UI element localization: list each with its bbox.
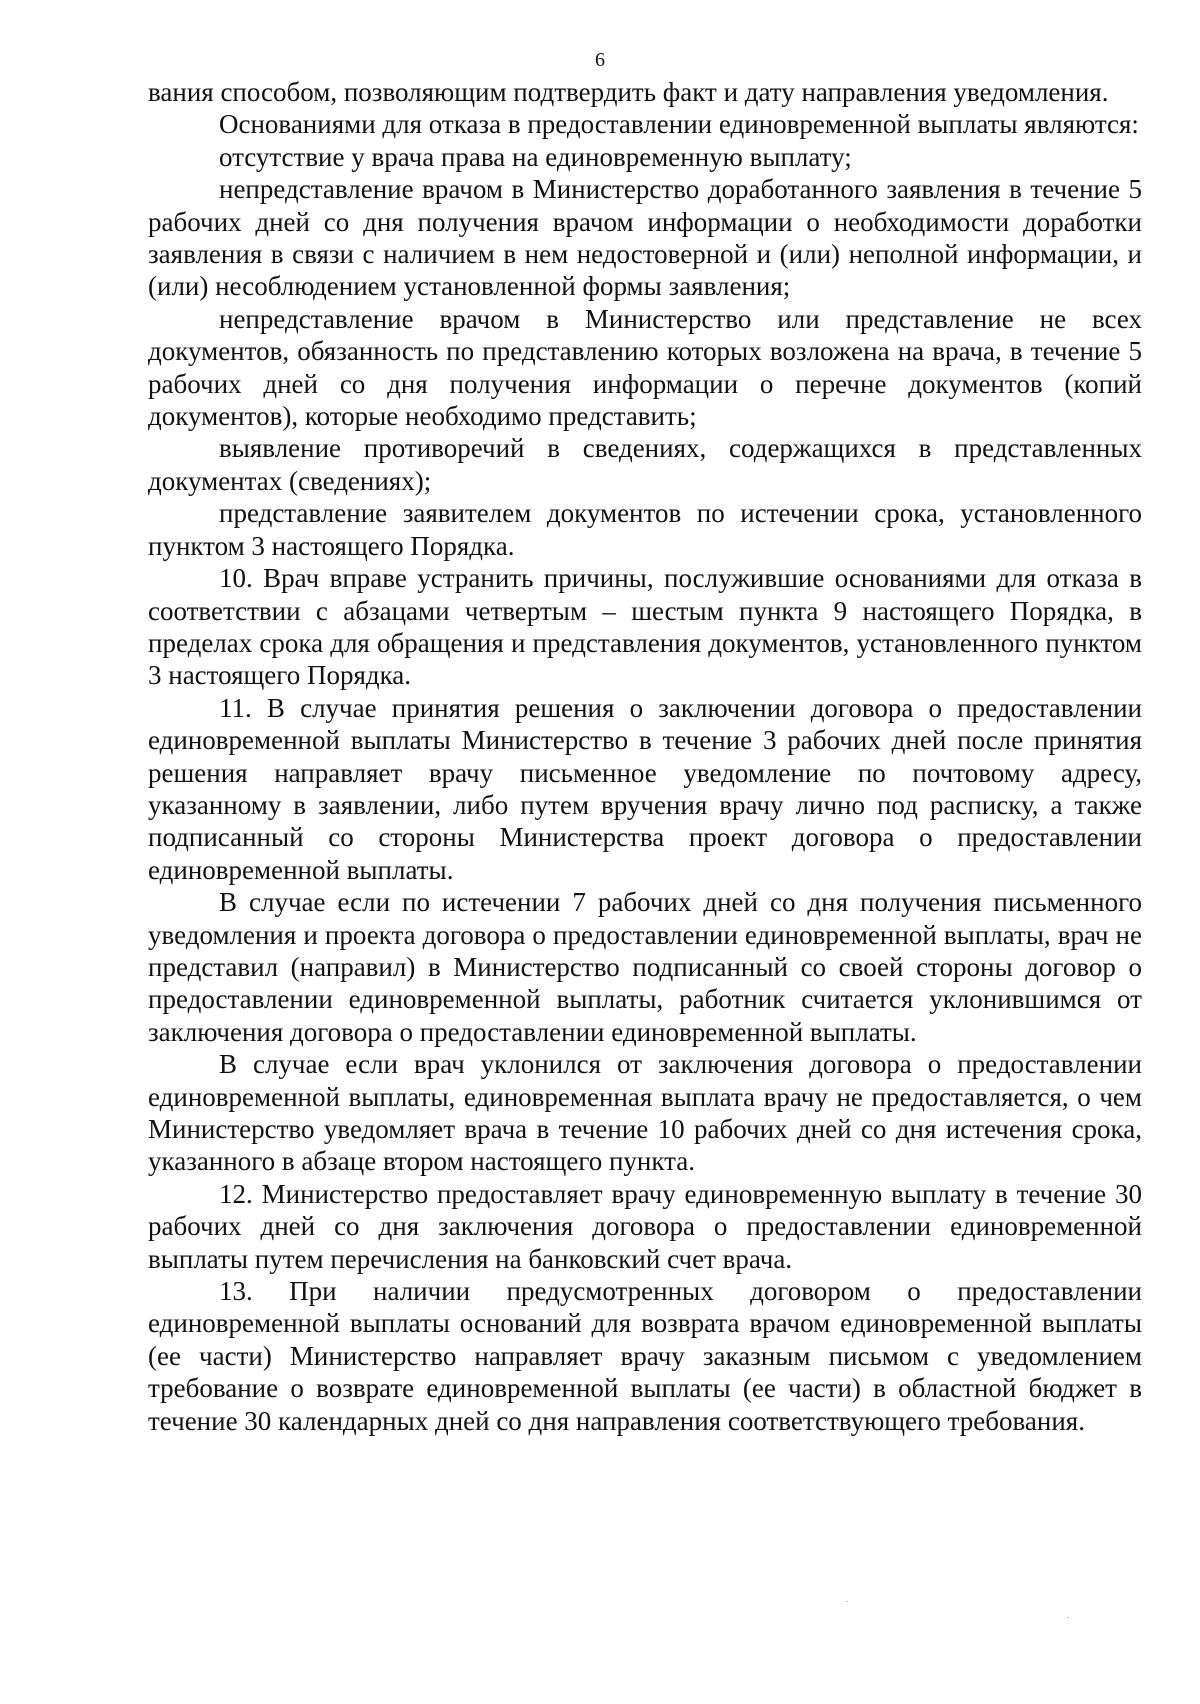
paragraph-ground-missing-documents: непредставление врачом в Министерство или представление не всех документов, обязанность по представлению которых возложена на врача, в течение 5 рабочих дней со дня получения информации о перечне документов (копий документов), которые необходимо представить; bbox=[148, 303, 1142, 432]
paragraph-refusal-grounds-intro: Основаниями для отказа в предоставлении единовременной выплаты являются: bbox=[219, 109, 1139, 140]
paragraph-clause-13: 13. При наличии предусмотренных договором о предоставлении единовременной выплаты оснований для возврата врачом единовременной выплаты (ее части) Министерство направляет врачу заказным письмом с уведомлением требование о возврате единовременной выплаты (ее части) в областной бюджет в течение 30 календарных дней со дня направления соответствующего требования. bbox=[148, 1276, 1142, 1436]
paragraph-continuation: вания способом, позволяющим подтвердить факт и дату направления уведомления. bbox=[148, 77, 1109, 107]
paragraph-ground-late-submission: представление заявителем документов по истечении срока, установленного пунктом 3 настоящего Порядка. bbox=[148, 498, 1142, 561]
scan-speck bbox=[1067, 1617, 1069, 1618]
paragraph-clause-11-refusal: В случае если врач уклонился от заключения договора о предоставлении единовременной выплаты, единовременная выплата врачу не предоставляется, о чем Министерство уведомляет врача в течение 10 рабочих дней со дня истечения срока, указанного в абзаце втором настоящего пункта. bbox=[148, 1049, 1142, 1177]
paragraph-ground-no-right: отсутствие у врача права на единовременную выплату; bbox=[219, 141, 852, 172]
scan-speck bbox=[846, 1601, 848, 1602]
document-body bbox=[148, 76, 1142, 1437]
paragraph-clause-12: 12. Министерство предоставляет врачу единовременную выплату в течение 30 рабочих дней со дня заключения договора о предоставлении единовременной выплаты путем перечисления на банковский счет врача. bbox=[148, 1178, 1142, 1274]
paragraph-ground-contradictions: выявление противоречий в сведениях, содержащихся в представленных документах (сведениях); bbox=[148, 433, 1142, 496]
page-number: 6 bbox=[595, 49, 605, 71]
paragraph-ground-no-revised-application: непредставление врачом в Министерство доработанного заявления в течение 5 рабочих дней со дня получения врачом информации о необходимости доработки заявления в связи с наличием в нем недостоверной и (или) неполной информации, и (или) несоблюдением установленной формы заявления; bbox=[148, 174, 1142, 302]
paragraph-clause-11: 11. В случае принятия решения о заключении договора о предоставлении единовременной выплаты Министерство в течение 3 рабочих дней после принятия решения направляет врачу письменное уведомление по почтовому адресу, указанному в заявлении, либо путем вручения врачу лично под расписку, а также подписанный со стороны Министерства проект договора о предоставлении единовременной выплаты. bbox=[148, 692, 1142, 885]
paragraph-clause-11-evasion: В случае если по истечении 7 рабочих дней со дня получения письменного уведомления и проекта договора о предоставлении единовременной выплаты, врач не представил (направил) в Министерство подписанный со своей стороны договор о предоставлении единовременной выплаты, работник считается уклонившимся от заключения договора о предоставлении единовременной выплаты. bbox=[148, 887, 1142, 1047]
paragraph-clause-10: 10. Врач вправе устранить причины, послужившие основаниями для отказа в соответствии с абзацами четвертым – шестым пункта 9 настоящего Порядка, в пределах срока для обращения и представления документов, установленного пунктом 3 настоящего Порядка. bbox=[148, 563, 1142, 691]
